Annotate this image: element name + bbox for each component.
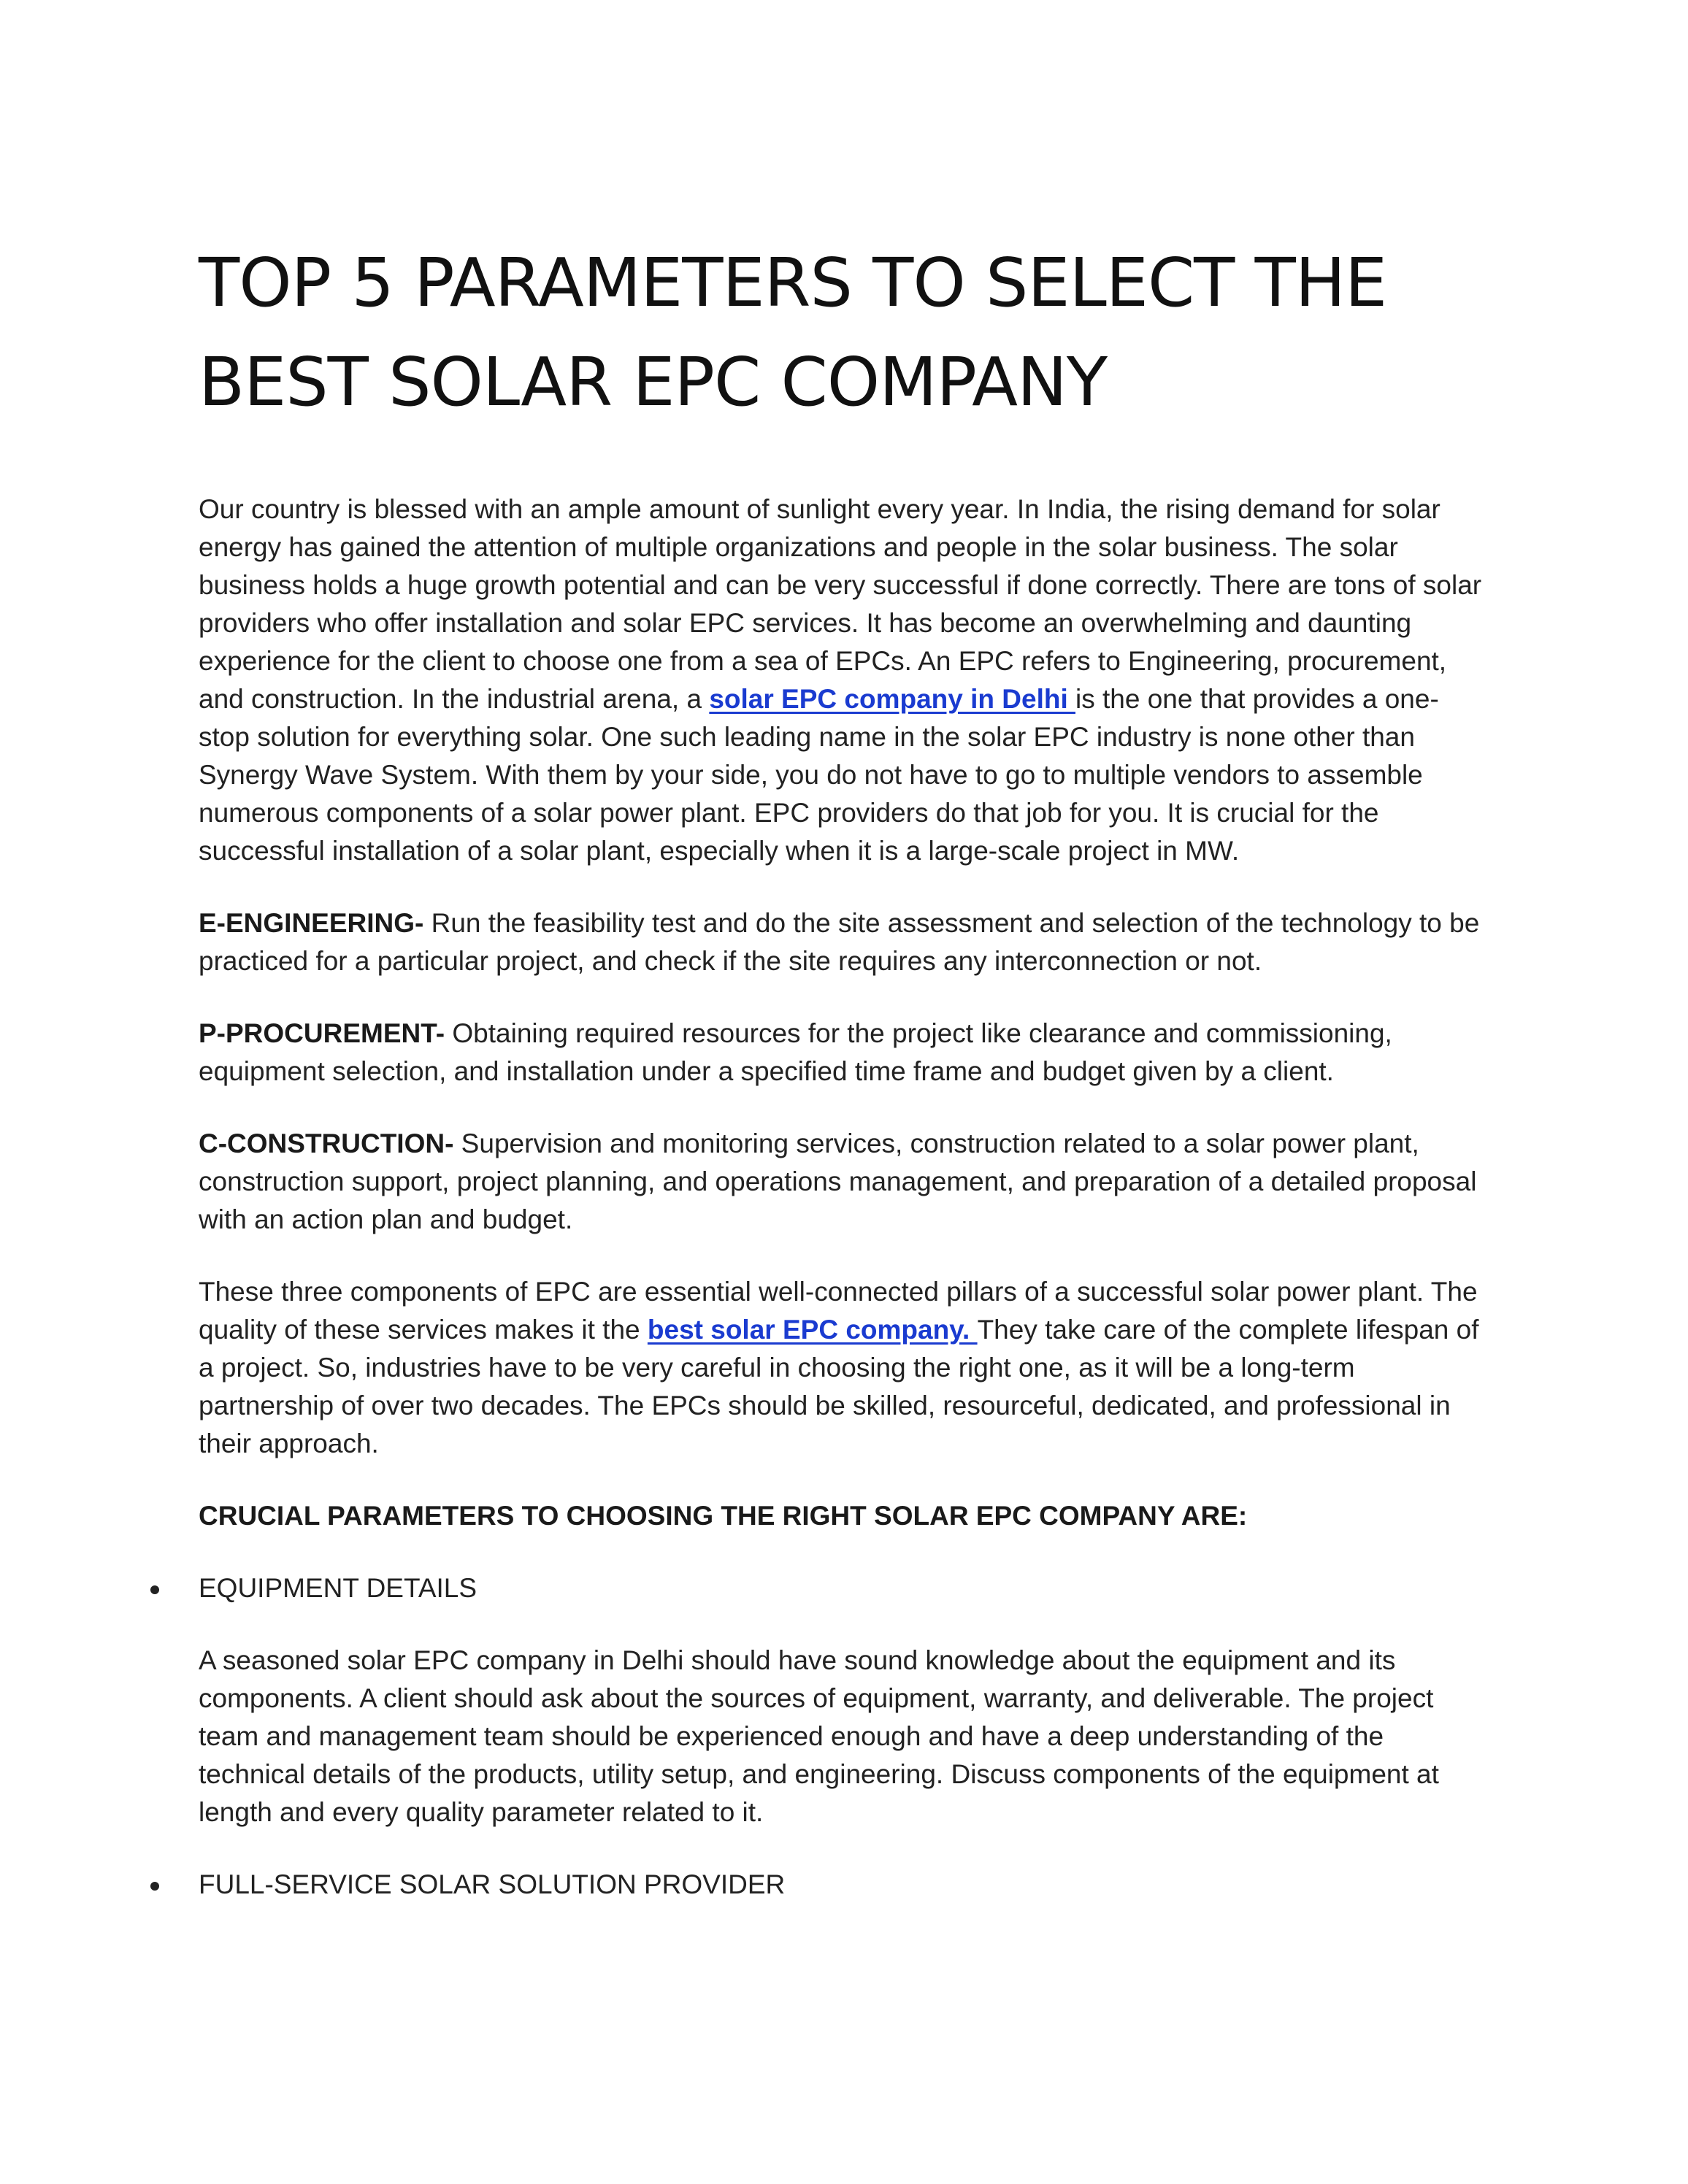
components-text-1: These three components of EPC are essential well-connected pillars of a successful solar power plant. The quality of these services makes it the: [199, 1277, 1478, 1345]
bullet-label: FULL-SERVICE SOLAR SOLUTION PROVIDER: [199, 1869, 786, 1899]
bullet-dot-icon: [150, 1585, 159, 1594]
engineering-label: E-ENGINEERING-: [199, 908, 424, 938]
components-text-2: They take care of the complete lifespan of a project. So, industries have to be very careful in choosing the right one, as it will be a long-term partnership of over two decades. The EPCs should be skilled, resourceful, dedicated, and professional in their approach.: [199, 1315, 1479, 1458]
solar-epc-delhi-link[interactable]: solar EPC company in Delhi: [709, 684, 1076, 714]
procurement-paragraph: [199, 1015, 1484, 1091]
equipment-paragraph: A seasoned solar EPC company in Delhi should have sound knowledge about the equipment and its components. A client should ask about the sources of equipment, warranty, and deliverable. The project team and management team should be experienced enough and have a deep understanding of the technical details of the products, utility setup, and engineering. Discuss components of the equipment at length and every quality parameter related to it.: [199, 1645, 1439, 1827]
intro-paragraph: [199, 491, 1484, 870]
bullet-full-service: [199, 1866, 1484, 1904]
intro-text-2: is the one that provides a one-stop solution for everything solar. One such leading name in the solar EPC industry is none other than Synergy Wave System. With them by your side, you do not have to go to multiple vendors to assemble numerous components of a solar power plant. EPC providers do that job for you. It is crucial for the successful installation of a solar plant, especially when it is a large-scale project in MW.: [199, 684, 1439, 866]
parameters-heading: CRUCIAL PARAMETERS TO CHOOSING THE RIGHT SOLAR EPC COMPANY ARE:: [199, 1501, 1248, 1531]
intro-text-1: Our country is blessed with an ample amount of sunlight every year. In India, the rising demand for solar energy has gained the attention of multiple organizations and people in the solar business. The solar business holds a huge growth potential and can be very successful if done correctly. There are tons of solar providers who offer installation and solar EPC services. It has become an overwhelming and daunting experience for the client to choose one from a sea of EPCs. An EPC refers to Engineering, procurement, and construction. In the industrial arena, a: [199, 494, 1482, 714]
components-paragraph: [199, 1273, 1484, 1463]
engineering-paragraph: [199, 904, 1484, 980]
bullet-equipment-details: [199, 1569, 1484, 1607]
procurement-text: Obtaining required resources for the project like clearance and commissioning, equipment selection, and installation under a specified time frame and budget given by a client.: [199, 1018, 1392, 1086]
bullet-label: EQUIPMENT DETAILS: [199, 1573, 477, 1603]
construction-paragraph: [199, 1125, 1484, 1239]
construction-text: Supervision and monitoring services, construction related to a solar power plant, construction support, project planning, and operations management, and preparation of a detailed proposal with an action plan and budget.: [199, 1128, 1477, 1234]
procurement-label: P-PROCUREMENT-: [199, 1018, 445, 1048]
engineering-text: Run the feasibility test and do the site assessment and selection of the technology to be practiced for a particular project, and check if the site requires any interconnection or not.: [199, 908, 1480, 976]
page-title: TOP 5 PARAMETERS TO SELECT THE BEST SOLAR EPC COMPANY: [199, 244, 1387, 421]
construction-label: C-CONSTRUCTION-: [199, 1128, 454, 1158]
best-solar-epc-link[interactable]: best solar EPC company.: [647, 1315, 978, 1345]
bullet-dot-icon: [150, 1882, 159, 1891]
document-page: [199, 234, 1484, 1938]
